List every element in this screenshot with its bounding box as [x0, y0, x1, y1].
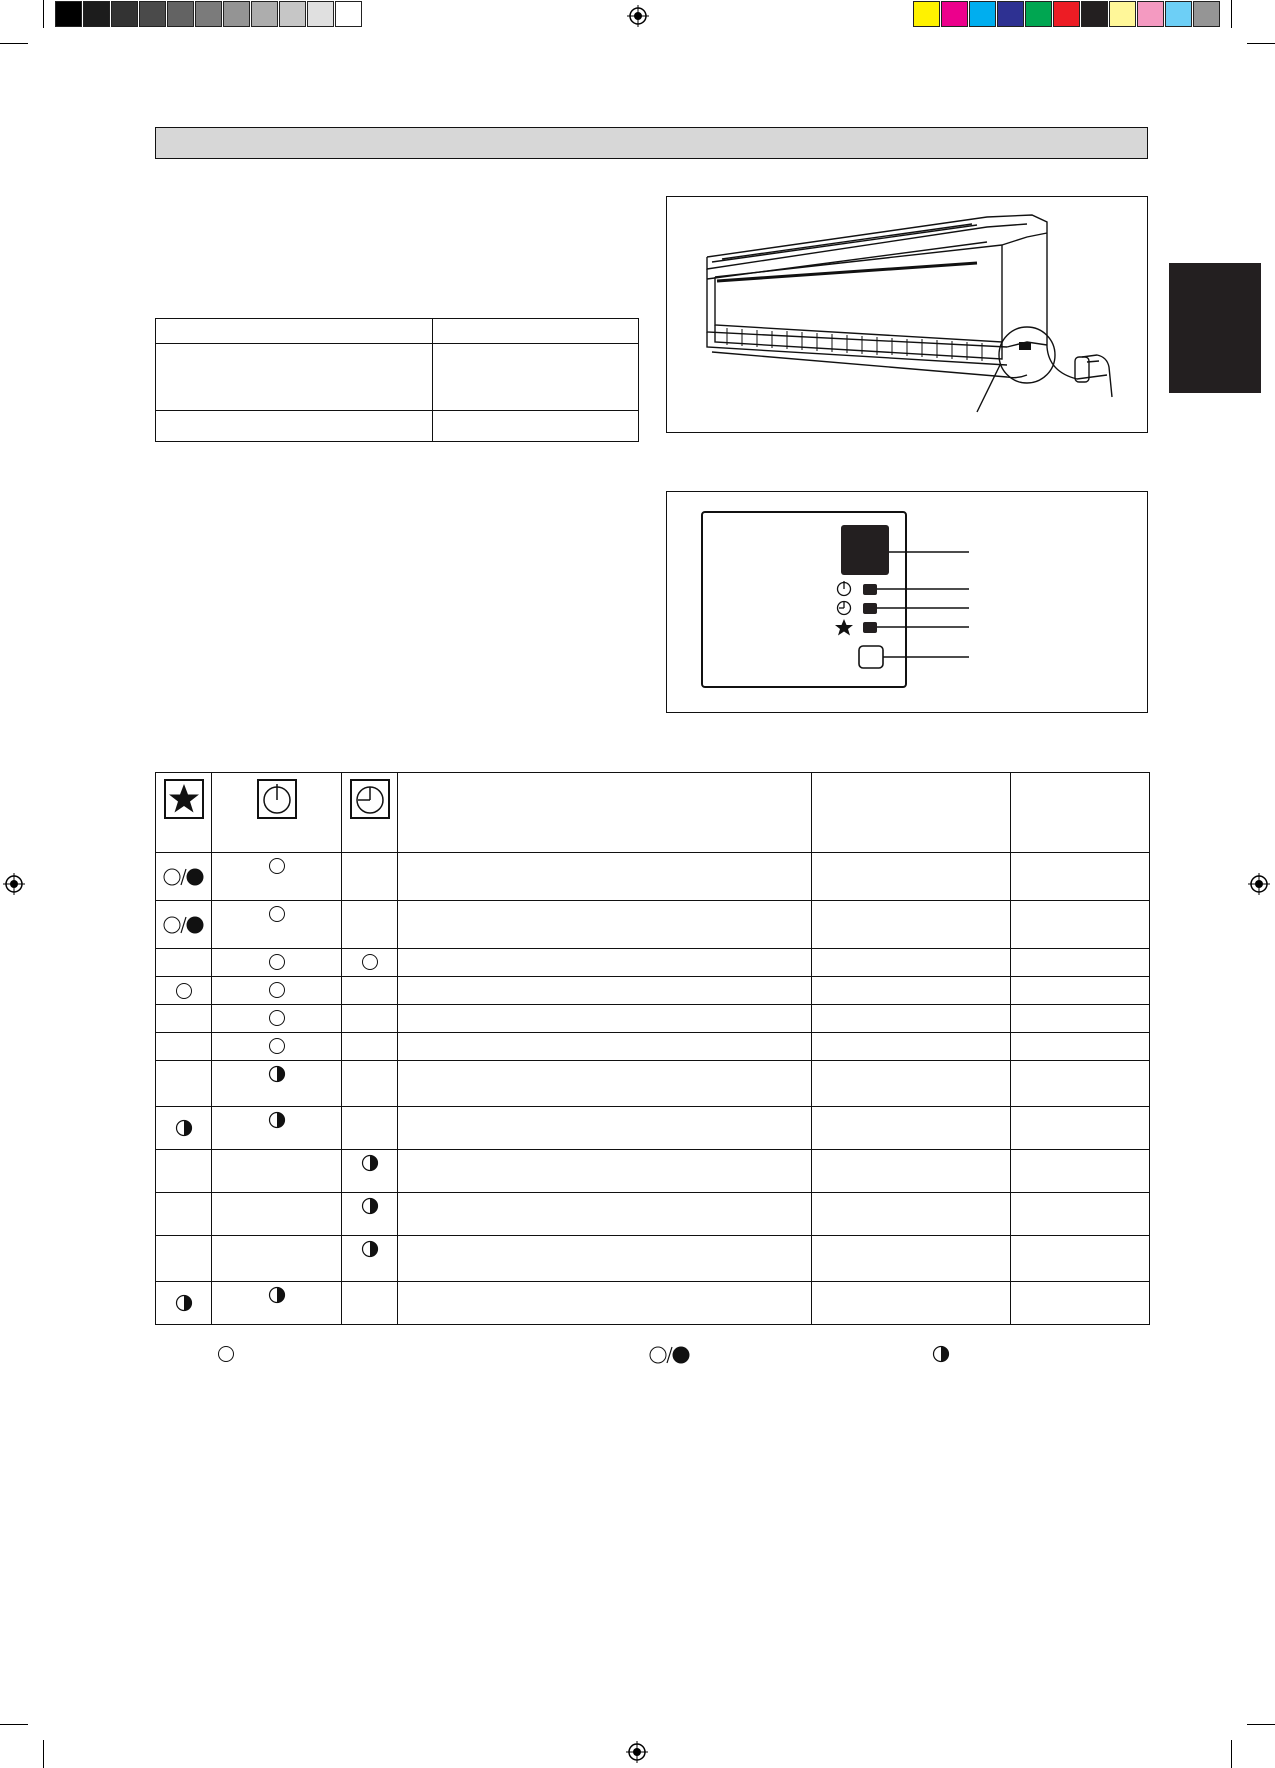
lamp-wrap — [212, 1033, 341, 1055]
lamp-off-icon — [268, 981, 286, 999]
description-cell — [1011, 901, 1150, 949]
star-lamp-cell — [156, 1061, 212, 1107]
lamp-wrap — [342, 1193, 397, 1215]
language-tab — [1169, 263, 1261, 393]
lamp-on-off-icon — [162, 867, 206, 887]
crop-mark — [43, 0, 44, 28]
star-lamp-cell — [156, 977, 212, 1005]
power-lamp-cell — [212, 1193, 342, 1236]
color-swatch — [1109, 1, 1136, 27]
description-cell — [1011, 1236, 1150, 1282]
timer-lamp-cell — [342, 901, 398, 949]
color-swatch — [969, 1, 996, 27]
description-cell — [812, 1236, 1011, 1282]
gray-swatch — [167, 1, 194, 27]
description-cell — [1011, 977, 1150, 1005]
lamp-blink-icon — [361, 1154, 379, 1172]
gray-swatch — [251, 1, 278, 27]
table-header-row — [156, 773, 1150, 853]
star-lamp-cell — [156, 949, 212, 977]
power-lamp-cell — [212, 1150, 342, 1193]
crop-mark — [0, 1724, 28, 1725]
description-cell — [1011, 1033, 1150, 1061]
description-cell — [1011, 1107, 1150, 1150]
star-lamp-cell — [156, 1107, 212, 1150]
description-cell — [398, 949, 812, 977]
registration-mark-icon — [627, 5, 649, 27]
lamp-wrap — [212, 853, 341, 875]
air-conditioner-illustration — [667, 197, 1147, 432]
lamp-on-off-icon — [162, 915, 206, 935]
gray-swatch — [55, 1, 82, 27]
header-icon-wrap — [342, 773, 397, 819]
lamp-off-icon — [268, 905, 286, 923]
timer-lamp-cell — [342, 1061, 398, 1107]
lamp-wrap — [156, 901, 211, 948]
star-lamp-cell — [156, 1193, 212, 1236]
lamp-wrap — [212, 1061, 341, 1083]
description-cell — [1011, 853, 1150, 901]
spec-table — [155, 318, 639, 442]
timer-lamp-cell — [342, 977, 398, 1005]
lamp-blink-icon — [361, 1197, 379, 1215]
crop-mark — [1231, 0, 1232, 28]
header-icon-cell — [342, 773, 398, 853]
lamp-wrap — [156, 853, 211, 900]
description-cell — [1011, 1005, 1150, 1033]
lamp-blink-icon — [175, 1294, 193, 1312]
description-cell — [398, 1033, 812, 1061]
description-cell — [398, 977, 812, 1005]
color-swatch — [1165, 1, 1192, 27]
description-cell — [812, 1107, 1011, 1150]
lamp-wrap — [212, 1005, 341, 1027]
description-cell — [1011, 1150, 1150, 1193]
gray-swatch — [279, 1, 306, 27]
star-lamp-cell — [156, 1236, 212, 1282]
table-row — [156, 319, 639, 344]
lamp-blink-icon — [268, 1065, 286, 1083]
power-lamp-cell — [212, 977, 342, 1005]
indicator-table — [155, 772, 1150, 1325]
color-swatch — [913, 1, 940, 27]
crop-mark — [1247, 1724, 1275, 1725]
color-swatch — [941, 1, 968, 27]
table-row — [156, 901, 1150, 949]
header-icon-cell — [156, 773, 212, 853]
table-row — [156, 1236, 1150, 1282]
power-lamp-cell — [212, 853, 342, 901]
table-row — [156, 1061, 1150, 1107]
lamp-off-icon — [268, 953, 286, 971]
header-cell — [812, 773, 1011, 853]
description-cell — [1011, 1193, 1150, 1236]
description-cell — [1011, 1282, 1150, 1325]
registration-mark-icon — [1248, 873, 1270, 895]
display-panel-diagram — [667, 492, 1147, 712]
header-cell — [1011, 773, 1150, 853]
lamp-blink-icon — [268, 1111, 286, 1129]
registration-mark-icon — [626, 1741, 648, 1763]
power-lamp-cell — [212, 1061, 342, 1107]
timer-lamp-cell — [342, 1107, 398, 1150]
timer-lamp-cell — [342, 1150, 398, 1193]
header-cell — [398, 773, 812, 853]
table-row — [156, 1107, 1150, 1150]
star-lamp-cell — [156, 1282, 212, 1325]
description-cell — [1011, 1061, 1150, 1107]
power-lamp-cell — [212, 1033, 342, 1061]
description-cell — [812, 1193, 1011, 1236]
gray-swatch — [223, 1, 250, 27]
table-row — [156, 853, 1150, 901]
lamp-wrap — [156, 1282, 211, 1324]
description-cell — [812, 977, 1011, 1005]
legend-item — [932, 1345, 950, 1363]
legend-item — [217, 1345, 235, 1363]
lamp-blink-icon — [361, 1240, 379, 1258]
lamp-wrap — [212, 977, 341, 999]
gray-swatch — [307, 1, 334, 27]
crop-mark — [0, 43, 28, 44]
power-lamp-cell — [212, 1107, 342, 1150]
power-lamp-cell — [212, 949, 342, 977]
section-header-bar — [155, 127, 1148, 159]
lamp-wrap — [342, 1236, 397, 1258]
power-lamp-cell — [212, 901, 342, 949]
gray-swatch — [83, 1, 110, 27]
timer-lamp-cell — [342, 1005, 398, 1033]
star-lamp-cell — [156, 853, 212, 901]
gray-swatch — [111, 1, 138, 27]
star-lamp-cell — [156, 901, 212, 949]
lamp-blink-icon — [175, 1119, 193, 1137]
star-lamp-cell — [156, 1150, 212, 1193]
crop-mark — [1231, 1740, 1232, 1768]
crop-mark — [43, 1740, 44, 1768]
star-icon — [164, 779, 204, 819]
power-lamp-cell — [212, 1005, 342, 1033]
description-cell — [812, 1033, 1011, 1061]
description-cell — [398, 1150, 812, 1193]
lamp-off-icon — [268, 1009, 286, 1027]
timer-lamp-cell — [342, 949, 398, 977]
gray-swatch — [139, 1, 166, 27]
star-lamp-cell — [156, 1005, 212, 1033]
description-cell — [812, 949, 1011, 977]
crop-mark — [1247, 43, 1275, 44]
header-icon-cell — [212, 773, 342, 853]
star-lamp-cell — [156, 1033, 212, 1061]
registration-mark-icon — [3, 873, 25, 895]
description-cell — [398, 1107, 812, 1150]
description-cell — [1011, 949, 1150, 977]
description-cell — [812, 901, 1011, 949]
timer-lamp-cell — [342, 853, 398, 901]
lamp-wrap — [212, 1107, 341, 1129]
lamp-off-icon — [217, 1345, 235, 1363]
lamp-blink-icon — [932, 1345, 950, 1363]
lamp-wrap — [212, 1282, 341, 1304]
color-swatch — [1025, 1, 1052, 27]
lamp-wrap — [212, 949, 341, 971]
table-row — [156, 977, 1150, 1005]
lamp-off-icon — [268, 1037, 286, 1055]
display-panel-figure — [666, 491, 1148, 713]
lamp-on-off-icon — [648, 1345, 692, 1365]
description-cell — [398, 853, 812, 901]
power-lamp-cell — [212, 1282, 342, 1325]
lamp-wrap — [212, 901, 341, 923]
timer-lamp-cell — [342, 1236, 398, 1282]
timer-lamp-cell — [342, 1282, 398, 1325]
description-cell — [398, 1193, 812, 1236]
table-row — [156, 1193, 1150, 1236]
description-cell — [812, 1150, 1011, 1193]
gray-swatch — [335, 1, 362, 27]
table-row — [156, 949, 1150, 977]
description-cell — [398, 1236, 812, 1282]
power-lamp-cell — [212, 1236, 342, 1282]
table-row — [156, 1033, 1150, 1061]
table-row — [156, 1005, 1150, 1033]
lamp-wrap — [342, 1150, 397, 1172]
description-cell — [812, 1282, 1011, 1325]
lamp-wrap — [342, 949, 397, 971]
gray-swatch — [195, 1, 222, 27]
indoor-unit-figure — [666, 196, 1148, 433]
lamp-off-icon — [268, 857, 286, 875]
description-cell — [812, 1005, 1011, 1033]
timer-icon — [350, 779, 390, 819]
table-row — [156, 411, 639, 442]
power-icon — [257, 779, 297, 819]
lamp-off-icon — [175, 982, 193, 1000]
color-swatch — [1081, 1, 1108, 27]
header-icon-wrap — [156, 773, 211, 819]
color-swatch — [1137, 1, 1164, 27]
description-cell — [398, 1282, 812, 1325]
color-swatch — [1053, 1, 1080, 27]
description-cell — [812, 853, 1011, 901]
description-cell — [398, 1061, 812, 1107]
header-icon-wrap — [212, 773, 341, 819]
timer-lamp-cell — [342, 1193, 398, 1236]
description-cell — [398, 1005, 812, 1033]
color-swatch — [1193, 1, 1220, 27]
description-cell — [812, 1061, 1011, 1107]
description-cell — [398, 901, 812, 949]
timer-lamp-cell — [342, 1033, 398, 1061]
lamp-off-icon — [361, 953, 379, 971]
color-swatch — [997, 1, 1024, 27]
lamp-wrap — [156, 977, 211, 1004]
table-row — [156, 1282, 1150, 1325]
table-row — [156, 344, 639, 411]
table-row — [156, 1150, 1150, 1193]
lamp-wrap — [156, 1107, 211, 1149]
legend-item — [648, 1345, 692, 1365]
lamp-blink-icon — [268, 1286, 286, 1304]
